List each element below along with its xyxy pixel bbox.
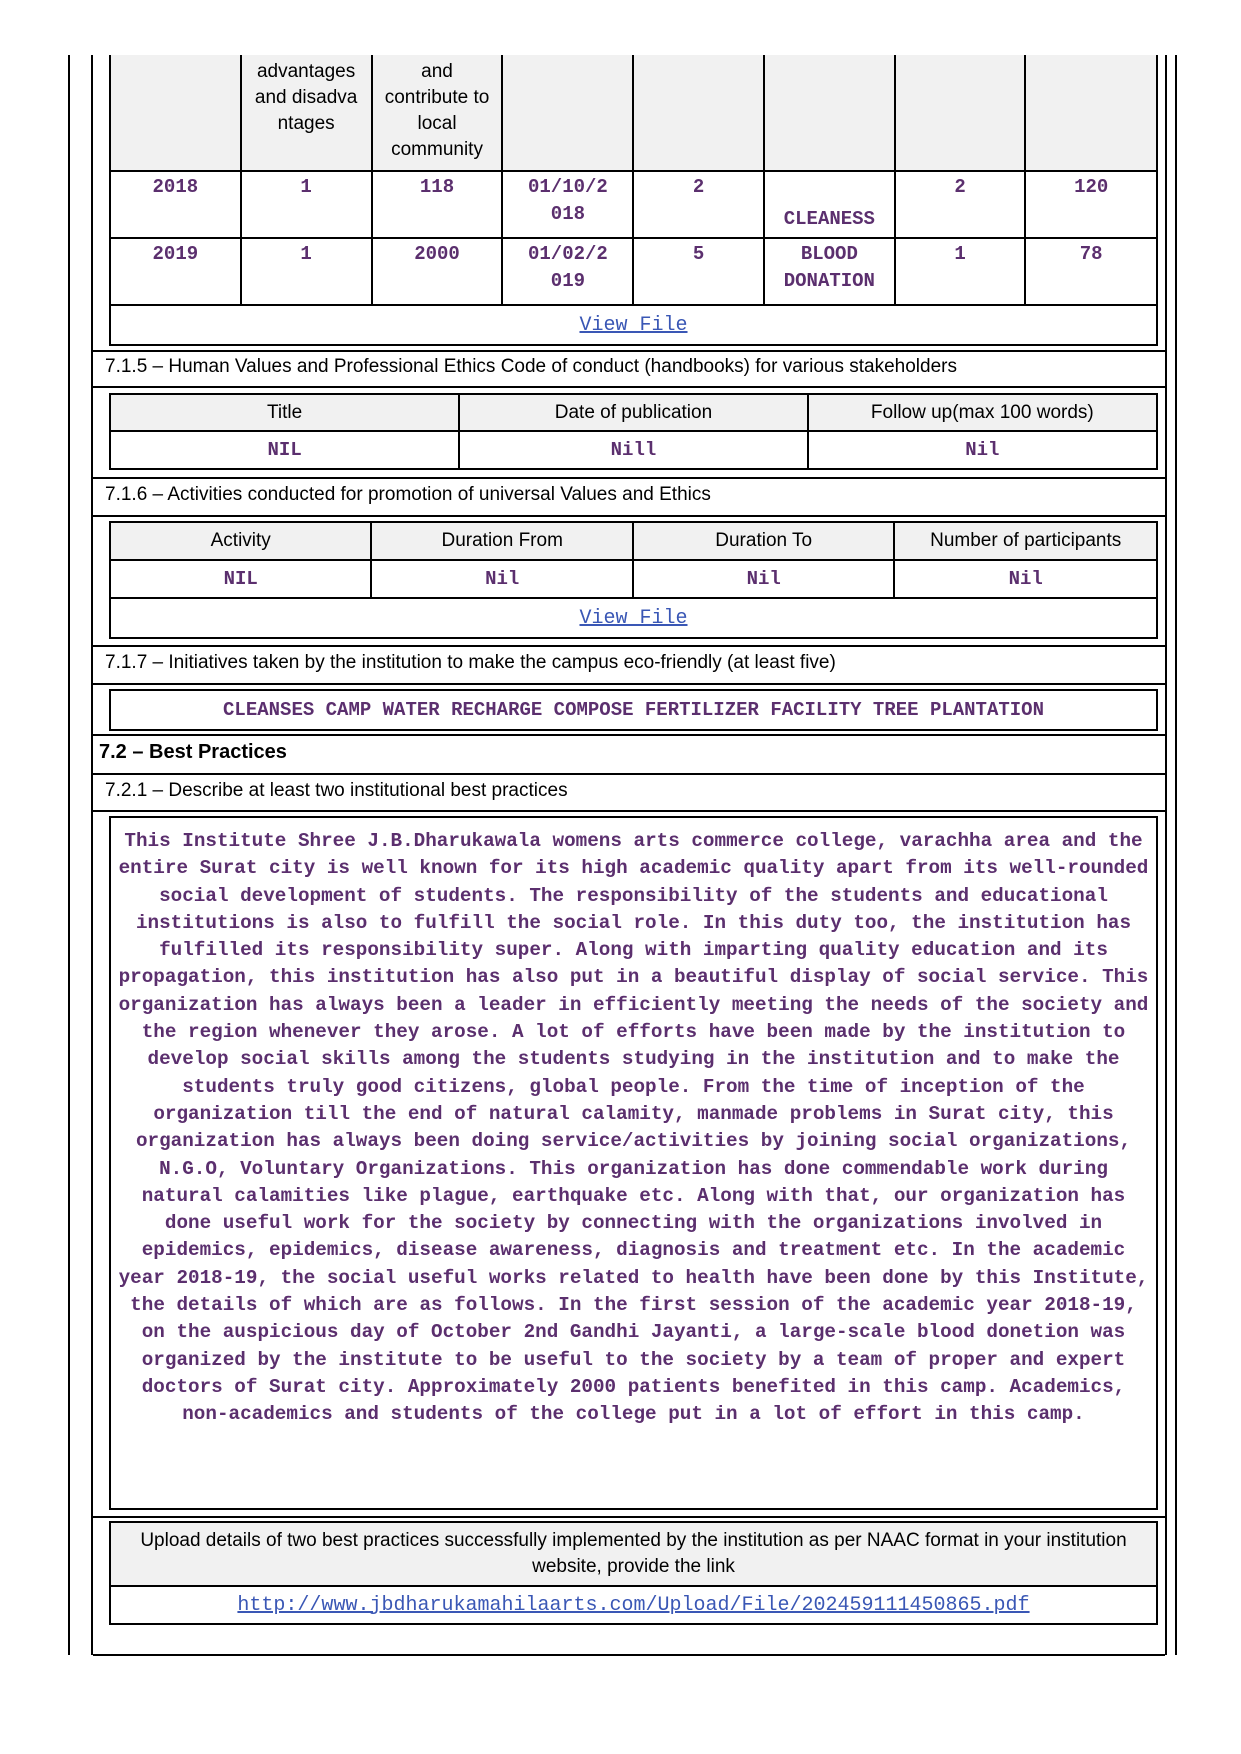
table-row bbox=[110, 431, 1157, 469]
cell bbox=[459, 431, 807, 469]
section-72-title: 7.2 – Best Practices bbox=[99, 741, 287, 763]
frame-left-outer bbox=[68, 55, 70, 1655]
value: 1 bbox=[300, 176, 312, 198]
frame-right-inner bbox=[1165, 55, 1167, 1655]
section-715-title: 7.1.5 – Human Values and Professional Ethics Code of conduct (handbooks) for various stakeholders bbox=[105, 356, 957, 377]
cell bbox=[894, 560, 1157, 598]
frame-left-inner bbox=[91, 55, 93, 1655]
value: 5 bbox=[692, 243, 705, 265]
cell bbox=[633, 171, 764, 238]
view-file-cell bbox=[110, 598, 1157, 638]
view-file-link[interactable]: View File bbox=[579, 606, 688, 630]
header-row bbox=[110, 394, 1157, 431]
cell-date bbox=[502, 238, 633, 305]
cell bbox=[110, 560, 371, 598]
value: 2018 bbox=[152, 176, 199, 198]
header-row bbox=[110, 522, 1157, 560]
section-721-title: 7.2.1 – Describe at least two institutional best practices bbox=[105, 780, 568, 801]
best-practices-cell bbox=[110, 817, 1157, 1509]
value: Nil bbox=[1008, 567, 1043, 590]
cell bbox=[895, 238, 1026, 305]
cell bbox=[241, 171, 372, 238]
divider bbox=[93, 734, 1165, 736]
col-duration-to: Duration To bbox=[633, 522, 894, 560]
divider-bottom bbox=[93, 1654, 1165, 1656]
col-title: Title bbox=[110, 394, 459, 431]
cell bbox=[372, 171, 503, 238]
value: BLOOD DONATION bbox=[783, 243, 875, 292]
table-row bbox=[110, 690, 1157, 730]
activities-table bbox=[109, 55, 1158, 346]
value: Nil bbox=[485, 567, 520, 590]
header-cell bbox=[1025, 55, 1157, 171]
col-follow-up: Follow up(max 100 words) bbox=[808, 394, 1157, 431]
view-file-row bbox=[110, 305, 1157, 345]
header-cell bbox=[502, 55, 633, 171]
section-716-title: 7.1.6 – Activities conducted for promotion of universal Values and Ethics bbox=[105, 484, 711, 505]
cell bbox=[808, 431, 1157, 469]
table-row bbox=[110, 238, 1157, 305]
divider bbox=[93, 645, 1165, 647]
upload-label-cell bbox=[110, 1522, 1157, 1586]
activities-header-row bbox=[110, 55, 1157, 171]
divider bbox=[93, 1516, 1165, 1518]
value: 2 bbox=[692, 176, 705, 198]
cell bbox=[110, 431, 459, 469]
header-cell bbox=[895, 55, 1026, 171]
cell bbox=[1025, 171, 1157, 238]
divider bbox=[93, 350, 1165, 352]
view-file-cell bbox=[110, 305, 1157, 345]
cell bbox=[371, 560, 632, 598]
section-717-title: 7.1.7 – Initiatives taken by the institution to make the campus eco-friendly (at least five) bbox=[105, 652, 836, 673]
upload-header-row bbox=[110, 1522, 1157, 1586]
s717-table bbox=[109, 689, 1158, 731]
view-file-link[interactable]: View File bbox=[579, 313, 688, 337]
value: Nill bbox=[610, 438, 657, 461]
cell-year bbox=[110, 171, 241, 238]
upload-link-cell bbox=[110, 1586, 1157, 1624]
upload-label: Upload details of two best practices successfully implemented by the institution as per NAAC format in your institution website, provide the link bbox=[140, 1530, 1127, 1577]
view-file-row bbox=[110, 598, 1157, 638]
value: 78 bbox=[1079, 243, 1103, 265]
cell bbox=[1025, 238, 1157, 305]
value: NIL bbox=[267, 438, 302, 461]
cell-activity bbox=[764, 171, 895, 238]
cell bbox=[895, 171, 1026, 238]
divider bbox=[93, 515, 1165, 517]
value: NIL bbox=[223, 567, 258, 590]
cell bbox=[372, 238, 503, 305]
cell bbox=[633, 238, 764, 305]
cell-date bbox=[502, 171, 633, 238]
value: 1 bbox=[954, 243, 966, 265]
value: 01/10/2 018 bbox=[528, 176, 608, 225]
value: 2019 bbox=[152, 243, 199, 265]
header-cell bbox=[241, 55, 372, 171]
upload-link[interactable]: http://www.jbdharukamahilaarts.com/Upload/File/202459111450865.pdf bbox=[237, 1593, 1030, 1617]
value: 118 bbox=[419, 176, 455, 198]
table-row bbox=[110, 560, 1157, 598]
s716-table bbox=[109, 521, 1158, 639]
divider bbox=[93, 773, 1165, 775]
col-date-of-publication: Date of publication bbox=[459, 394, 807, 431]
header-cell bbox=[633, 55, 764, 171]
table-row bbox=[110, 171, 1157, 238]
upload-link-row bbox=[110, 1586, 1157, 1624]
col-number-of-participants: Number of participants bbox=[894, 522, 1157, 560]
cell-year bbox=[110, 238, 241, 305]
eco-initiatives-cell bbox=[110, 690, 1157, 730]
cell-activity bbox=[764, 238, 895, 305]
header-cell bbox=[764, 55, 895, 171]
eco-initiatives-value: CLEANSES CAMP WATER RECHARGE COMPOSE FERTILIZER FACILITY TREE PLANTATION bbox=[223, 698, 1044, 721]
value: CLEANESS bbox=[783, 208, 875, 230]
cell bbox=[241, 238, 372, 305]
s721-table bbox=[109, 816, 1158, 1510]
header-cell bbox=[372, 55, 503, 171]
value: 2000 bbox=[414, 243, 460, 265]
divider bbox=[93, 477, 1165, 479]
value: 120 bbox=[1074, 176, 1109, 198]
divider bbox=[93, 683, 1165, 685]
header-advantages: advantages and disadva ntages bbox=[254, 61, 358, 134]
col-duration-from: Duration From bbox=[371, 522, 632, 560]
header-contribute: and contribute to local community bbox=[384, 61, 490, 160]
table-row bbox=[110, 817, 1157, 1509]
upload-table bbox=[109, 1521, 1158, 1625]
divider bbox=[93, 810, 1165, 812]
value: Nil bbox=[965, 438, 1000, 461]
col-activity: Activity bbox=[110, 522, 371, 560]
header-cell bbox=[110, 55, 241, 171]
cell bbox=[633, 560, 894, 598]
divider bbox=[93, 386, 1165, 388]
s715-table bbox=[109, 393, 1158, 470]
value: 1 bbox=[300, 243, 312, 265]
value: 01/02/2 019 bbox=[528, 243, 608, 292]
value: 2 bbox=[954, 176, 966, 198]
best-practices-paragraph: This Institute Shree J.B.Dharukawala womens arts commerce college, varachha area and the entire Surat city is well known for its high academic quality apart from its well-rounded social development of students. The responsibility of the students and educational institutions is also to fulfill the social role. In this duty too, the institution has fulfilled its responsibility super. Along with imparting quality education and its propagation, this institution has also put in a beautiful display of social service. This organization has always been a leader in efficiently meeting the needs of the society and the region whenever they arose. A lot of efforts have been made by the institution to develop social skills among the students studying in the institution and to make the students truly good citizens, global people. From the time of inception of the organization till the end of natural calamity, manmade problems in Surat city, this organization has always been doing service/activities by joining social organizations, N.G.O, Voluntary Organizations. This organization has done commendable work during natural calamities like plague, earthquake etc. Along with that, our organization has done useful work for the society by connecting with the organizations involved in epidemics, epidemics, disease awareness, diagnosis and treatment etc. In the academic year 2018-19, the social useful works related to health have been done by this Institute, the details of which are as follows. In the first session of the academic year 2018-19, on the auspicious day of October 2nd Gandhi Jayanti, a large-scale blood donetion was organized by the institute to be useful to the society by a team of proper and expert doctors of Surat city. Approximately 2000 patients benefited in this camp. Academics, non-academics and students of the college put in a lot of effort in this camp. bbox=[118, 830, 1149, 1426]
frame-right-outer bbox=[1175, 55, 1177, 1655]
value: Nil bbox=[746, 567, 781, 590]
